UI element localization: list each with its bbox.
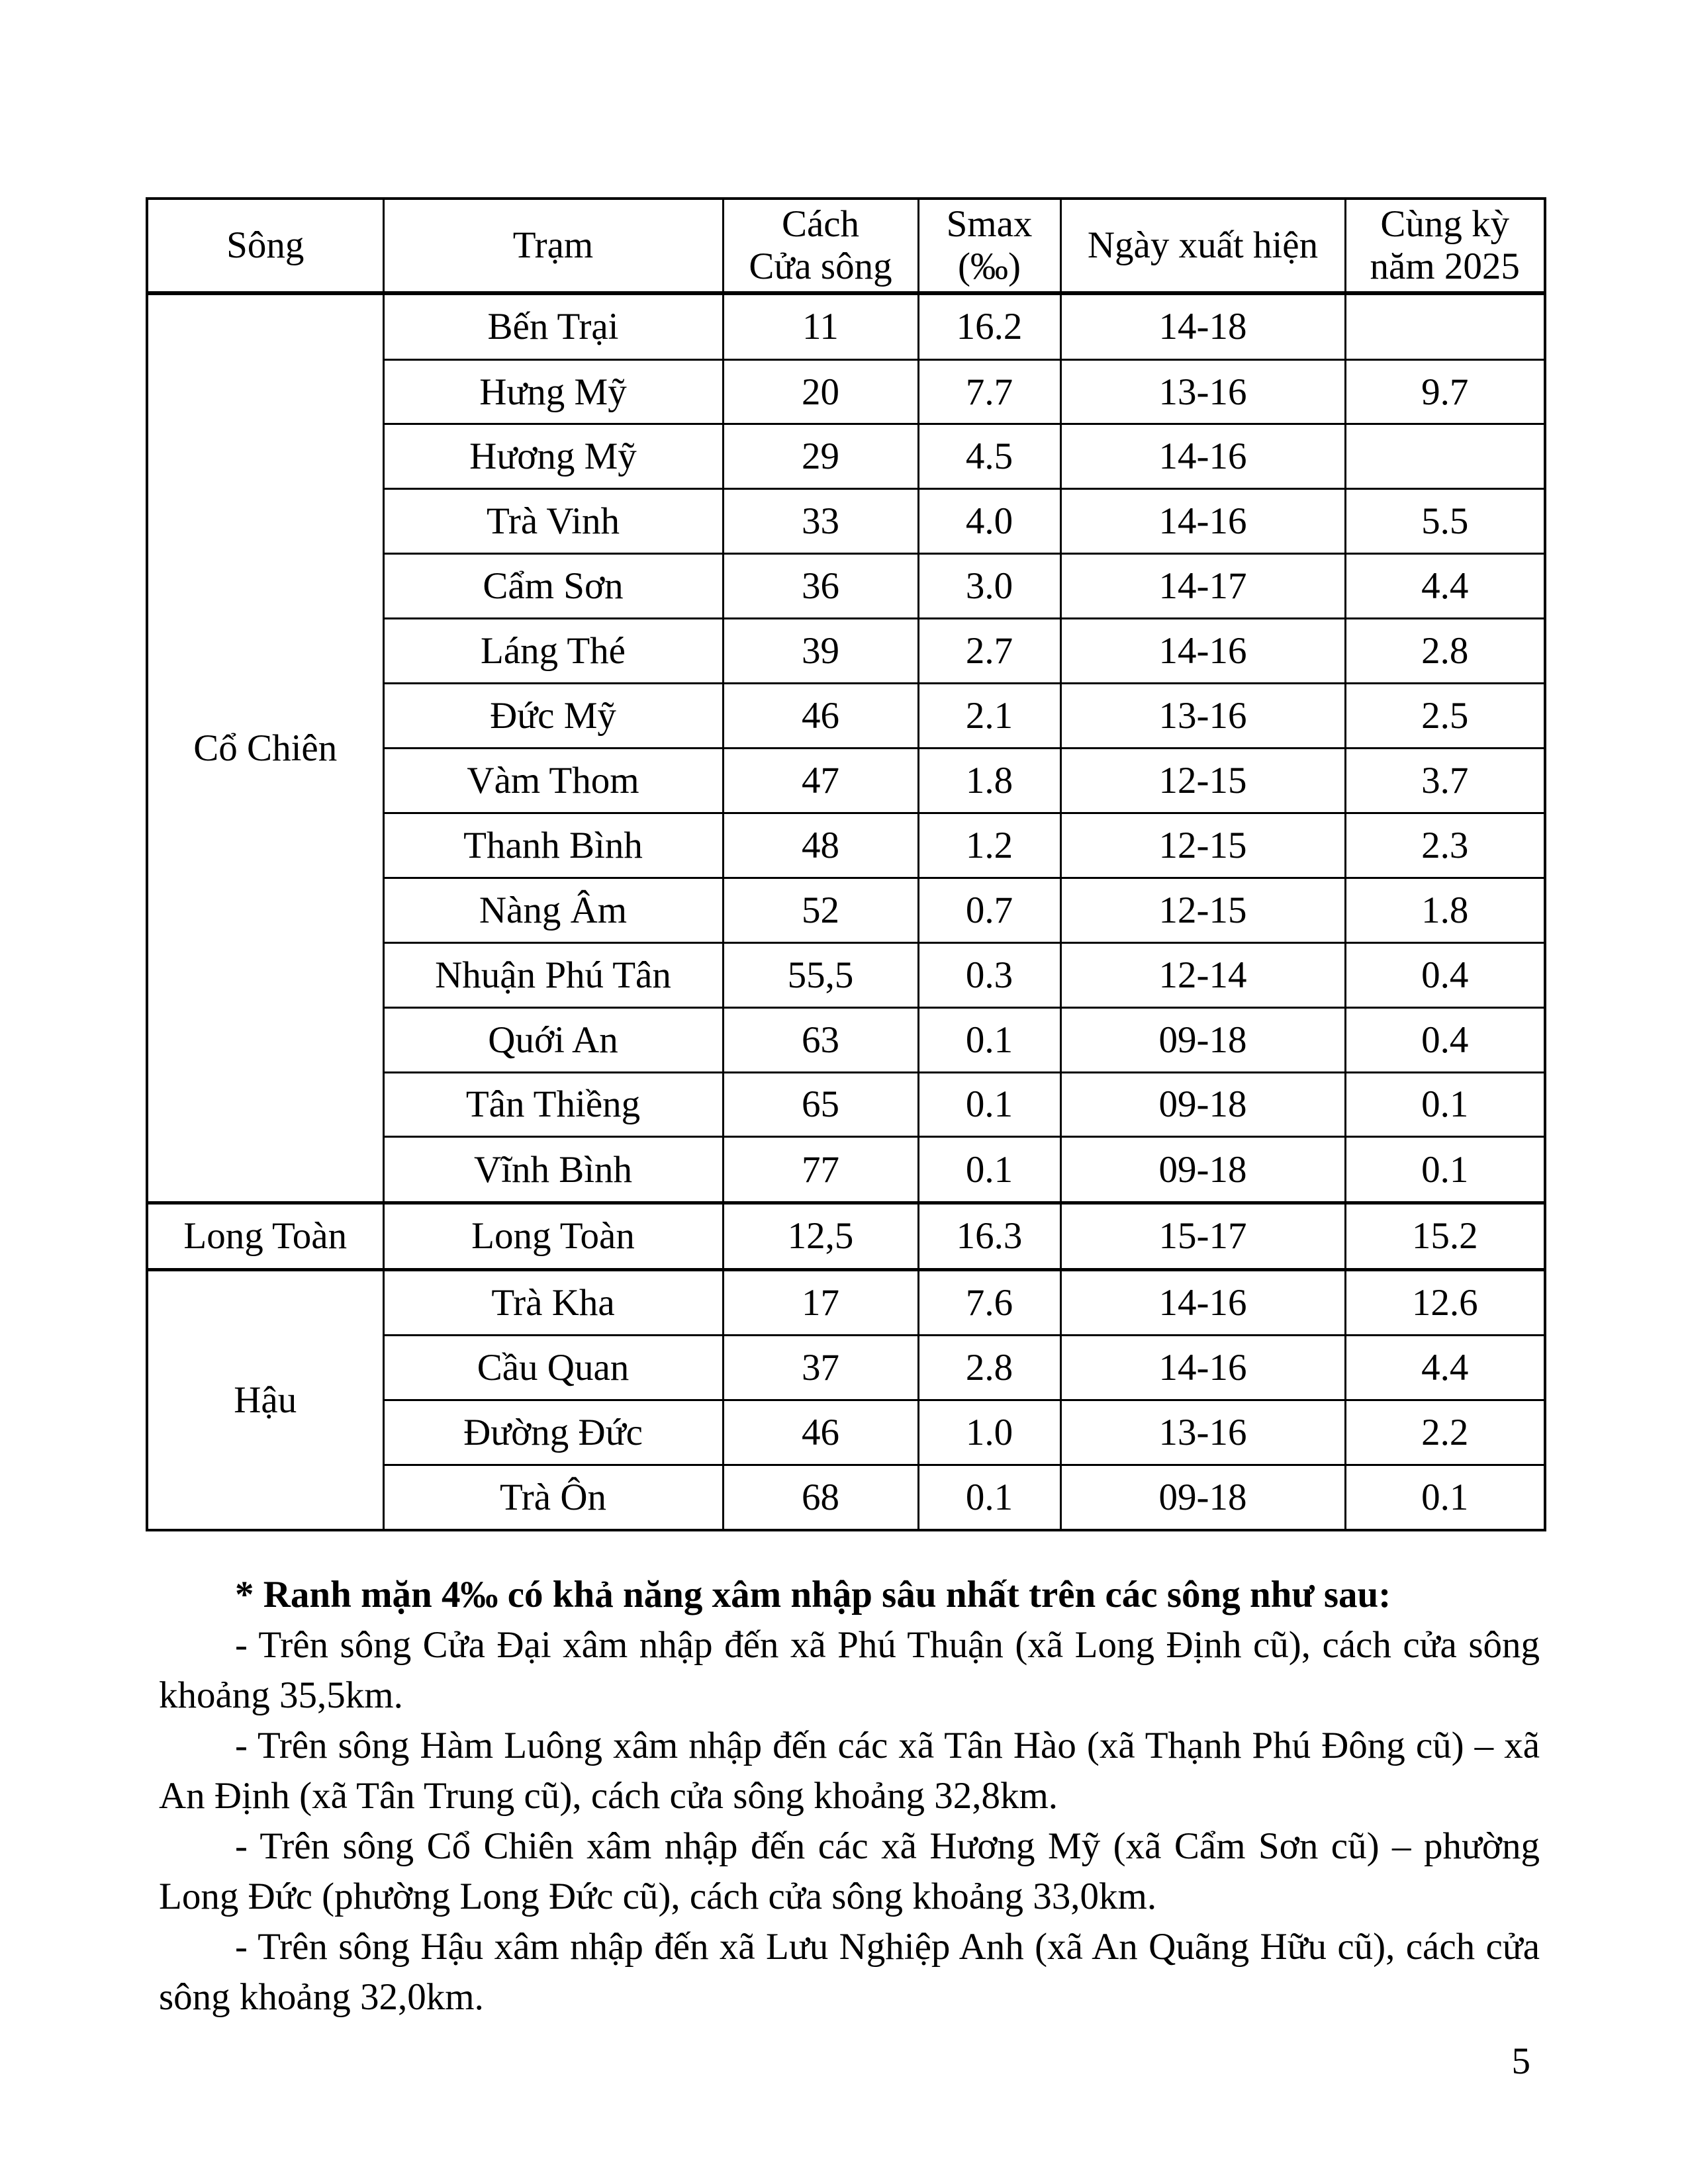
cell-station-name: Vàm Thom [383, 749, 723, 813]
cell-same-period-2025 [1345, 424, 1545, 489]
cell-occurrence-days: 09-18 [1060, 1137, 1345, 1203]
cell-occurrence-days: 12-14 [1060, 942, 1345, 1007]
cell-river-name: Long Toàn [147, 1203, 383, 1269]
cell-station-name: Trà Ôn [383, 1465, 723, 1530]
cell-same-period-2025: 1.8 [1345, 878, 1545, 942]
note-item-co-chien: - Trên sông Cổ Chiên xâm nhập đến các xã Hương Mỹ (xã Cẩm Sơn cũ) – phường Long Đức (phường Long Đức cũ), cách cửa sông khoảng 33,0km. [159, 1825, 1540, 1917]
cell-smax: 16.2 [918, 293, 1060, 359]
col-header-ngay-label: Ngày xuất hiện [1087, 224, 1319, 266]
cell-smax: 16.3 [918, 1203, 1060, 1269]
cell-station-name: Tân Thiềng [383, 1072, 723, 1137]
cell-occurrence-days: 09-18 [1060, 1072, 1345, 1137]
cell-smax: 0.1 [918, 1137, 1060, 1203]
col-header-smax [918, 199, 1060, 293]
cell-station-name: Đường Đức [383, 1400, 723, 1465]
notes-section [159, 1570, 1540, 2023]
col-header-cung-ky [1345, 199, 1545, 293]
cell-station-name: Hưng Mỹ [383, 359, 723, 424]
cell-distance-from-mouth: 63 [723, 1007, 918, 1072]
cell-smax: 0.1 [918, 1007, 1060, 1072]
cell-station-name: Bến Trại [383, 293, 723, 359]
cell-same-period-2025: 0.4 [1345, 942, 1545, 1007]
table-body [147, 293, 1545, 1530]
cell-same-period-2025: 12.6 [1345, 1269, 1545, 1335]
cell-occurrence-days: 14-18 [1060, 293, 1345, 359]
cell-occurrence-days: 12-15 [1060, 749, 1345, 813]
cell-occurrence-days: 14-17 [1060, 554, 1345, 619]
col-header-song [147, 199, 383, 293]
cell-station-name: Láng Thé [383, 619, 723, 684]
col-header-smax-line1: Smax [946, 203, 1033, 245]
cell-occurrence-days: 13-16 [1060, 684, 1345, 749]
cell-same-period-2025: 4.4 [1345, 1335, 1545, 1400]
table-row [147, 1269, 1545, 1335]
col-header-tram-label: Trạm [512, 224, 594, 266]
cell-distance-from-mouth: 46 [723, 1400, 918, 1465]
cell-station-name: Quới An [383, 1007, 723, 1072]
cell-occurrence-days: 12-15 [1060, 878, 1345, 942]
cell-distance-from-mouth: 46 [723, 684, 918, 749]
cell-distance-from-mouth: 12,5 [723, 1203, 918, 1269]
cell-smax: 1.8 [918, 749, 1060, 813]
cell-same-period-2025: 2.2 [1345, 1400, 1545, 1465]
cell-occurrence-days: 14-16 [1060, 489, 1345, 554]
cell-station-name: Cầu Quan [383, 1335, 723, 1400]
table-row [147, 1203, 1545, 1269]
col-header-song-label: Sông [226, 224, 305, 266]
cell-distance-from-mouth: 52 [723, 878, 918, 942]
cell-occurrence-days: 09-18 [1060, 1007, 1345, 1072]
cell-same-period-2025: 0.1 [1345, 1072, 1545, 1137]
note-item-ham-luong: - Trên sông Hàm Luông xâm nhập đến các xã Tân Hào (xã Thạnh Phú Đông cũ) – xã An Định (xã Tân Trung cũ), cách cửa sông khoảng 32,8km. [159, 1725, 1540, 1817]
cell-same-period-2025: 3.7 [1345, 749, 1545, 813]
cell-distance-from-mouth: 20 [723, 359, 918, 424]
cell-same-period-2025: 2.8 [1345, 619, 1545, 684]
cell-distance-from-mouth: 77 [723, 1137, 918, 1203]
table-row [147, 293, 1545, 359]
col-header-ngay-xuat-hien [1060, 199, 1345, 293]
cell-smax: 0.1 [918, 1072, 1060, 1137]
cell-distance-from-mouth: 65 [723, 1072, 918, 1137]
cell-same-period-2025: 5.5 [1345, 489, 1545, 554]
notes-heading: * Ranh mặn 4‰ có khả năng xâm nhập sâu nhất trên các sông như sau: [235, 1574, 1391, 1615]
cell-occurrence-days: 14-16 [1060, 1269, 1345, 1335]
cell-occurrence-days: 13-16 [1060, 1400, 1345, 1465]
cell-station-name: Thanh Bình [383, 813, 723, 878]
cell-station-name: Nàng Âm [383, 878, 723, 942]
cell-smax: 0.7 [918, 878, 1060, 942]
cell-smax: 4.5 [918, 424, 1060, 489]
col-header-cach-cua-song [723, 199, 918, 293]
note-item-hau: - Trên sông Hậu xâm nhập đến xã Lưu Nghiệp Anh (xã An Quãng Hữu cũ), cách cửa sông khoảng 32,0km. [159, 1926, 1540, 2018]
cell-smax: 7.6 [918, 1269, 1060, 1335]
col-header-cach-line1: Cách [781, 203, 860, 245]
cell-smax: 1.2 [918, 813, 1060, 878]
cell-smax: 2.8 [918, 1335, 1060, 1400]
page-number: 5 [1511, 2040, 1530, 2082]
cell-river-name: Hậu [147, 1269, 383, 1530]
col-header-cach-line2: Cửa sông [749, 246, 892, 287]
cell-distance-from-mouth: 36 [723, 554, 918, 619]
cell-station-name: Cẩm Sơn [383, 554, 723, 619]
cell-station-name: Long Toàn [383, 1203, 723, 1269]
cell-station-name: Hương Mỹ [383, 424, 723, 489]
cell-occurrence-days: 12-15 [1060, 813, 1345, 878]
cell-smax: 0.3 [918, 942, 1060, 1007]
cell-smax: 7.7 [918, 359, 1060, 424]
cell-smax: 2.1 [918, 684, 1060, 749]
note-item-cua-dai: - Trên sông Cửa Đại xâm nhập đến xã Phú Thuận (xã Long Định cũ), cách cửa sông khoảng 35,5km. [159, 1624, 1540, 1716]
cell-distance-from-mouth: 55,5 [723, 942, 918, 1007]
cell-distance-from-mouth: 39 [723, 619, 918, 684]
cell-same-period-2025: 0.1 [1345, 1137, 1545, 1203]
cell-distance-from-mouth: 17 [723, 1269, 918, 1335]
cell-occurrence-days: 09-18 [1060, 1465, 1345, 1530]
cell-smax: 2.7 [918, 619, 1060, 684]
cell-distance-from-mouth: 48 [723, 813, 918, 878]
table-header-row [147, 199, 1545, 293]
cell-same-period-2025: 0.4 [1345, 1007, 1545, 1072]
cell-station-name: Nhuận Phú Tân [383, 942, 723, 1007]
cell-distance-from-mouth: 68 [723, 1465, 918, 1530]
cell-river-name: Cổ Chiên [147, 293, 383, 1203]
cell-distance-from-mouth: 47 [723, 749, 918, 813]
cell-smax: 1.0 [918, 1400, 1060, 1465]
cell-same-period-2025 [1345, 293, 1545, 359]
cell-occurrence-days: 14-16 [1060, 1335, 1345, 1400]
col-header-cungky-line2: năm 2025 [1370, 246, 1520, 287]
cell-distance-from-mouth: 37 [723, 1335, 918, 1400]
col-header-smax-line2: (‰) [958, 246, 1021, 287]
salinity-table [146, 197, 1546, 1531]
cell-distance-from-mouth: 29 [723, 424, 918, 489]
cell-same-period-2025: 2.3 [1345, 813, 1545, 878]
cell-occurrence-days: 15-17 [1060, 1203, 1345, 1269]
col-header-cungky-line1: Cùng kỳ [1380, 203, 1510, 245]
cell-same-period-2025: 9.7 [1345, 359, 1545, 424]
cell-same-period-2025: 4.4 [1345, 554, 1545, 619]
cell-smax: 4.0 [918, 489, 1060, 554]
cell-same-period-2025: 0.1 [1345, 1465, 1545, 1530]
cell-occurrence-days: 14-16 [1060, 619, 1345, 684]
cell-occurrence-days: 13-16 [1060, 359, 1345, 424]
cell-station-name: Đức Mỹ [383, 684, 723, 749]
cell-smax: 0.1 [918, 1465, 1060, 1530]
cell-same-period-2025: 2.5 [1345, 684, 1545, 749]
cell-smax: 3.0 [918, 554, 1060, 619]
cell-station-name: Trà Kha [383, 1269, 723, 1335]
cell-distance-from-mouth: 11 [723, 293, 918, 359]
cell-occurrence-days: 14-16 [1060, 424, 1345, 489]
cell-same-period-2025: 15.2 [1345, 1203, 1545, 1269]
cell-distance-from-mouth: 33 [723, 489, 918, 554]
cell-station-name: Trà Vinh [383, 489, 723, 554]
col-header-tram [383, 199, 723, 293]
cell-station-name: Vĩnh Bình [383, 1137, 723, 1203]
